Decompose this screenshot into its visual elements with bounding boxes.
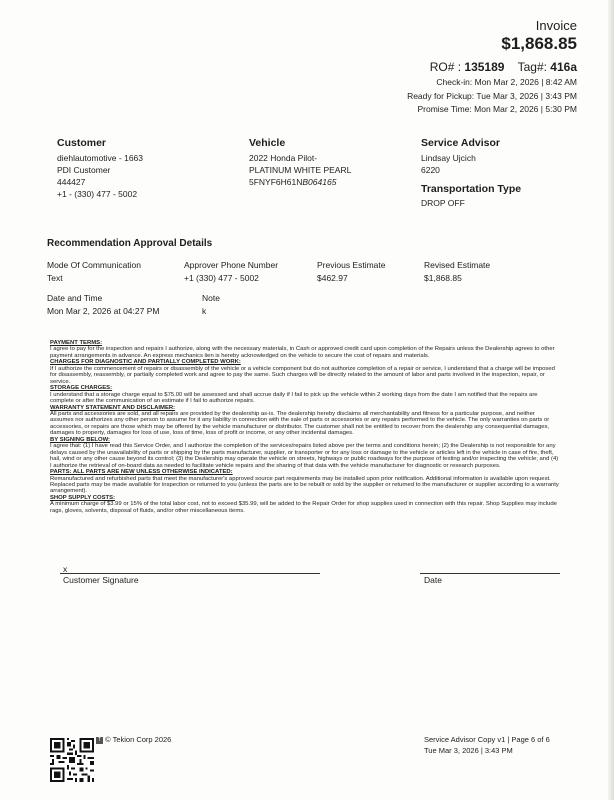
terms-heading: WARRANTY STATEMENT AND DISCLAIMER:	[50, 404, 176, 411]
terms-text: Remanufactured and refurbished parts that meet the manufacturer's approved source part requirements may be installed upon prior notification. Additional information is available upon request. Replaced parts may be made available for inspection or returned to you (unless the parts are to be rebuilt or sold by the supplier or returned to the manufacturer or supplier according to a warranty arrangement).	[50, 475, 559, 495]
advisor-name: Lindsay Ujcich	[421, 153, 476, 163]
date-time-label: Date and Time	[47, 293, 103, 303]
previous-estimate-label: Previous Estimate	[317, 260, 386, 270]
vehicle-block	[249, 152, 351, 188]
advisor-heading: Service Advisor	[421, 137, 500, 149]
copyright-line	[96, 735, 171, 744]
invoice-title: Invoice	[535, 18, 577, 33]
customer-phone: +1 - (330) 477 - 5002	[57, 189, 138, 199]
mode-label: Mode Of Communication	[47, 260, 142, 270]
customer-signature-label: Customer Signature	[63, 575, 139, 585]
terms-text: If I authorize the commencement of repairs or disassembly of the vehicle or a vehicle component but do not authorize completion of a repair or service, I understand that a charge will be imposed for disassembly, reassembly, or partially completed work and agree to pay the same. Such charges will be directly related to the amount of labor and parts involved in the inspection, repair, or service.	[50, 365, 555, 385]
vehicle-vin	[249, 176, 351, 188]
date-time-value: Mon Mar 2, 2026 at 04:27 PM	[47, 306, 160, 316]
terms-heading: PARTS: ALL PARTS ARE NEW UNLESS OTHERWISE INDICATED:	[50, 469, 233, 476]
terms-text: I understand that a storage charge equal to $75.00 will be assessed and shall accrue daily if I fail to pick up the vehicle within 2 working days from the date I am notified that the repairs are complete or after the communication of an estimate if I fail to authorize repairs.	[50, 391, 538, 405]
tag-value: 416a	[550, 60, 577, 74]
vehicle-heading: Vehicle	[249, 137, 286, 149]
transport-heading: Transportation Type	[421, 183, 522, 195]
customer-id: 444427	[57, 177, 86, 187]
approver-phone-label: Approver Phone Number	[184, 260, 279, 270]
terms-text: All parts and accessories are sold, and all repairs are provided by the dealership as-is. The dealership hereby disclaims all merchantability and fitness for a particular purpose, and neither assumes nor authorizes any other person to assume for it any liability in connection with the sale of parts or accessories or any repairs performed to the vehicle. The only warranties on parts or accessories, or repairs are those which may be offered by the vehicle manufacturer or distributor. The customer shall not be entitled to recover from the dealership any consequential damages, damages to property, damages for loss of use, loss of time, loss of profit or income, or any other incidental damages.	[50, 410, 550, 437]
terms-text: I agree to pay for the inspection and repairs I authorize, along with the necessary materials, in Cash or approved credit card upon completion of the Repairs unless the Dealership agrees to other payment arrangements in advance. An express mechanics lien is hereby acknowledged on the vehicle to secure the cost of repairs and materials.	[50, 346, 555, 359]
ro-tag-line: RO# : 135189 Tag#: 416a	[429, 60, 577, 74]
qr-code-icon	[50, 738, 94, 782]
checkin-time: Check-in: Mon Mar 2, 2026 | 8:42 AM	[436, 77, 577, 87]
advisor-id: 6220	[421, 165, 440, 175]
vehicle-color: PLATINUM WHITE PEARL	[249, 165, 352, 175]
mode-value: Text	[47, 273, 63, 283]
revised-estimate-label: Revised Estimate	[424, 260, 491, 270]
signature-x-mark: x	[63, 564, 68, 574]
terms-heading: CHARGES FOR DIAGNOSTIC AND PARTIALLY COMPLETED WORK:	[50, 359, 241, 366]
ro-value: 135189	[464, 60, 505, 74]
revised-estimate-value: $1,868.85	[424, 273, 462, 283]
terms-text: A minimum charge of $3.99 or 15% of the total labor cost, not to exceed $35.99, will be added to the Repair Order for shop supplies used in connection with this repair. Shop Supplies may include rags, gloves, solvents, disposal of fluids, and/or other miscellaneous items.	[50, 501, 557, 514]
copyright-text: © Tekion Corp 2026	[105, 735, 172, 744]
invoice-amount: $1,868.85	[501, 34, 577, 53]
footer-timestamp: Tue Mar 3, 2026 | 3:43 PM	[424, 746, 513, 755]
approver-phone-value: +1 (330) 477 - 5002	[184, 273, 259, 283]
customer-heading: Customer	[57, 137, 107, 149]
signature-date-label: Date	[424, 575, 442, 585]
scan-edge	[608, 0, 614, 800]
copy-info: Service Advisor Copy v1 | Page 6 of 6	[424, 735, 550, 744]
note-value: k	[202, 306, 207, 316]
vehicle-model: 2022 Honda Pilot-	[249, 153, 318, 163]
terms-heading: STORAGE CHARGES:	[50, 385, 113, 392]
ready-time: Ready for Pickup: Tue Mar 3, 2026 | 3:43 PM	[407, 91, 577, 101]
vin-prefix: 5FNYF6H61N	[249, 177, 303, 187]
terms-heading: BY SIGNING BELOW:	[50, 436, 111, 443]
previous-estimate-value: $462.97	[317, 273, 348, 283]
terms-heading: PAYMENT TERMS:	[50, 340, 103, 346]
terms-text: I agree that: (1) I have read this Service Order, and I authorize the completion of the services/repairs listed above per the terms and conditions herein; (2) the Dealership is not responsible for any delays caused by the unavailability of parts or shipping by the parts manufacturer, supplier, or transporter or for any loss or damage to the vehicle or articles left in the vehicle in case of fire, theft, hail, wind or any other cause beyond its control; (3) the Dealership may operate the vehicle on streets, highways or public roadways for the purpose of testing and/or inspecting the vehicle; and (4) I authorize the retrieval of on-board data as needed to facilitate vehicle repairs and the sharing of that data with the vehicle manufacturer for diagnostic or research purposes.	[50, 443, 559, 469]
terms-section	[50, 340, 560, 514]
transport-value: DROP OFF	[421, 198, 465, 208]
customer-block	[57, 152, 143, 200]
vin-suffix: B064165	[302, 177, 337, 187]
note-label: Note	[202, 293, 220, 303]
customer-name: diehlautomotive - 1663	[57, 153, 144, 163]
ro-label: RO#	[429, 60, 455, 74]
terms-heading: SHOP SUPPLY COSTS:	[50, 494, 116, 501]
approval-heading: Recommendation Approval Details	[47, 238, 213, 249]
tag-label: Tag#	[517, 60, 544, 74]
advisor-block	[421, 152, 476, 176]
customer-type: PDI Customer	[57, 165, 111, 175]
promise-time: Promise Time: Mon Mar 2, 2026 | 5:30 PM	[417, 104, 577, 114]
tekion-logo-icon: T	[97, 736, 102, 743]
